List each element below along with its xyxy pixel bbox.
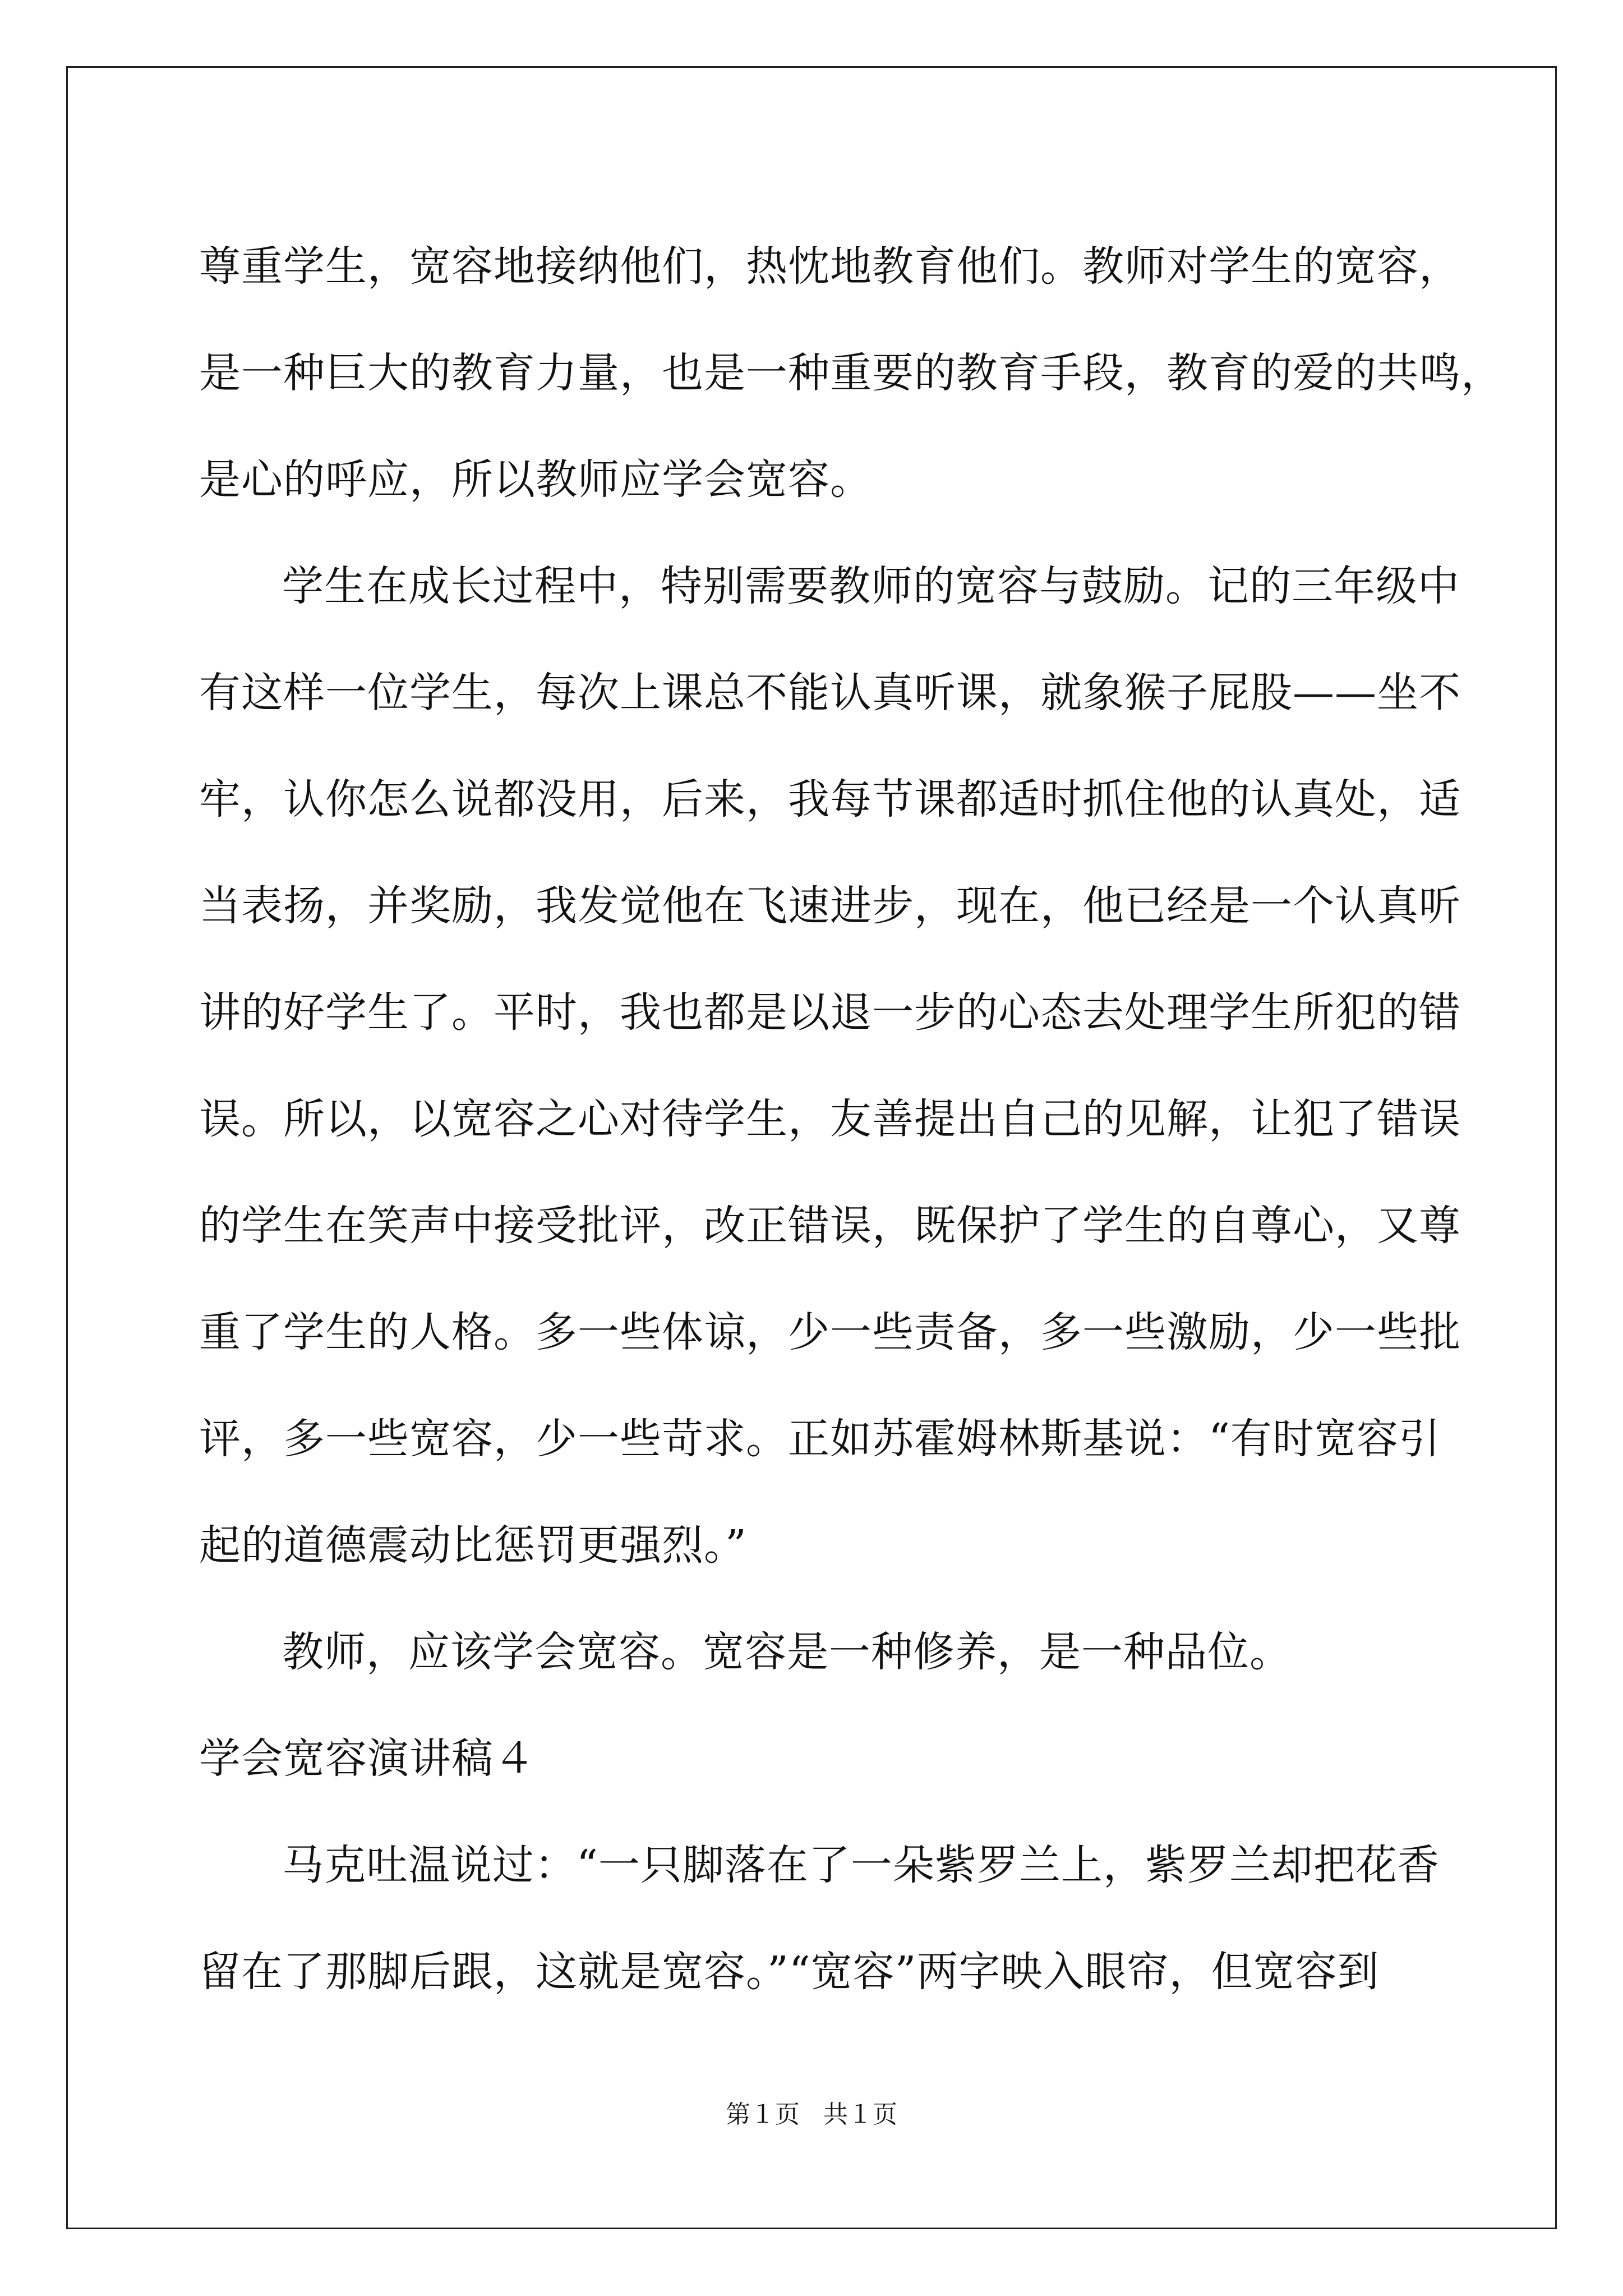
- text-line: 起的道德震动比惩罚更强烈。”: [199, 1521, 747, 1570]
- page-footer: [0, 2098, 1623, 2132]
- document-body: [199, 213, 1503, 2025]
- page-total: 共１页: [823, 2100, 897, 2129]
- text-line: 的学生在笑声中接受批评，改正错误，既保护了学生的自尊心，又尊: [199, 1202, 1461, 1250]
- page-number: 第１页: [726, 2100, 800, 2129]
- section-heading: 学会宽容演讲稿４: [199, 1734, 536, 1783]
- text-line: 当表扬，并奖励，我发觉他在飞速进步，现在，他已经是一个认真听: [199, 882, 1461, 930]
- text-line: 留在了那脚后跟，这就是宽容。”“宽容”两字映入眼帘，但宽容到: [199, 1948, 1380, 1996]
- text-line: 重了学生的人格。多一些体谅，少一些责备，多一些激励，少一些批: [199, 1308, 1461, 1356]
- text-line: 是一种巨大的教育力量，也是一种重要的教育手段，教育的爱的共鸣，: [199, 349, 1503, 397]
- text-line: 评，多一些宽容，少一些苛求。正如苏霍姆林斯基说：“有时宽容引: [199, 1415, 1441, 1463]
- text-line: 马克吐温说过：“一只脚落在了一朵紫罗兰上，紫罗兰却把花香: [282, 1841, 1440, 1889]
- text-line: 是心的呼应，所以教师应学会宽容。: [199, 455, 872, 504]
- text-line: 有这样一位学生，每次上课总不能认真听课，就象猴子屁股——坐不: [199, 669, 1461, 717]
- text-line: 学生在成长过程中，特别需要教师的宽容与鼓励。记的三年级中: [282, 562, 1460, 610]
- text-line: 教师，应该学会宽容。宽容是一种修养，是一种品位。: [282, 1628, 1292, 1676]
- text-line: 尊重学生，宽容地接纳他们，热忱地教育他们。教师对学生的宽容，: [199, 242, 1461, 291]
- text-line: 讲的好学生了。平时，我也都是以退一步的心态去处理学生所犯的错: [199, 988, 1461, 1037]
- text-line: 误。所以，以宽容之心对待学生，友善提出自己的见解，让犯了错误: [199, 1095, 1461, 1143]
- text-line: 牢，认你怎么说都没用，后来，我每节课都适时抓住他的认真处，适: [199, 775, 1461, 823]
